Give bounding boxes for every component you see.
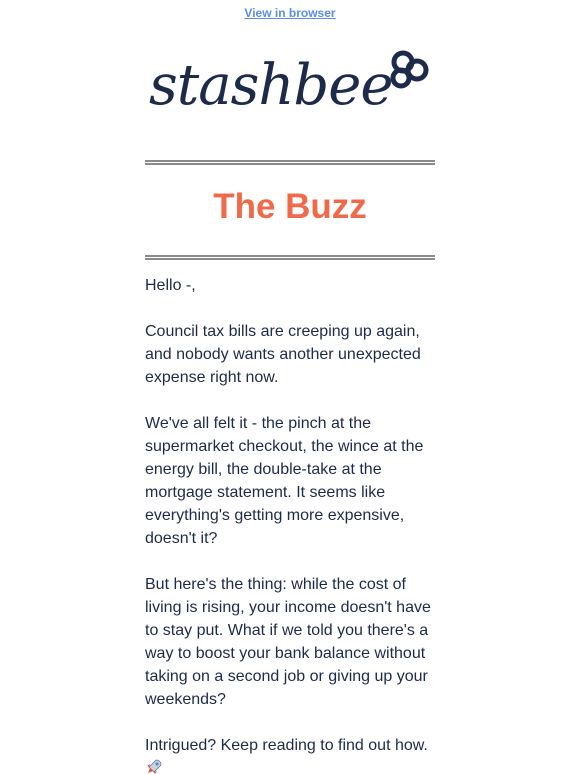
logo-wordmark: stashbee — [149, 53, 393, 118]
email-container — [145, 6, 435, 774]
rocket-icon — [145, 758, 163, 774]
paragraph-4 — [145, 734, 435, 774]
paragraph-2: We've all felt it - the pinch at the supermarket checkout, the wince at the energy bill, the double-take at the mortgage statement. It seems like everything's getting more expensive, doesn't it? — [145, 415, 424, 547]
paragraph-4-text: Intrigued? Keep reading to find out how. — [145, 737, 428, 754]
stashbee-logo — [145, 42, 435, 128]
view-in-browser-link[interactable]: View in browser — [244, 6, 336, 20]
bee-logo-icon — [393, 53, 426, 86]
email-body — [145, 274, 435, 774]
paragraph-3: But here's the thing: while the cost of living is rising, your income doesn't have to stay put. What if we told you there's a way to boost your bank balance without taking on a second job or giving up your weekends? — [145, 576, 431, 708]
page-title: The Buzz — [213, 187, 367, 226]
greeting: Hello -, — [145, 277, 196, 294]
paragraph-1: Council tax bills are creeping up again, and nobody wants another unexpected expense right now. — [145, 323, 421, 386]
divider-bottom — [145, 255, 435, 260]
